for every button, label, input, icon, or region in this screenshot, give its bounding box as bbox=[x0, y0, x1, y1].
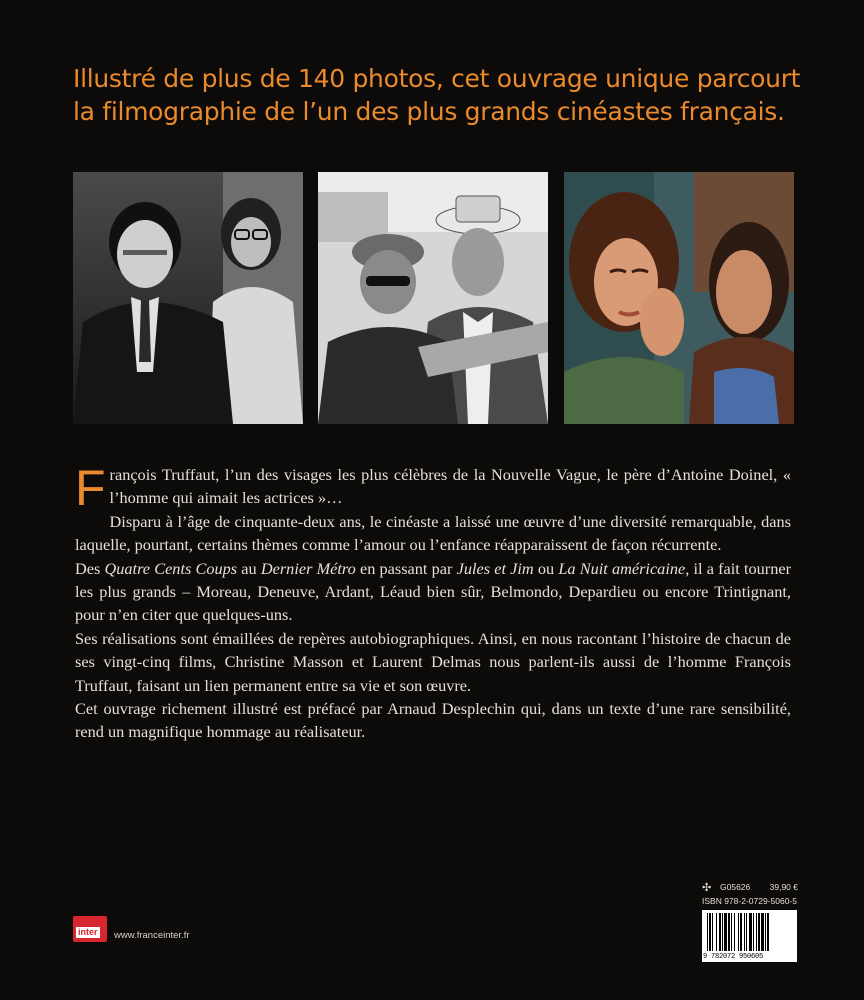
photo-film-set bbox=[318, 172, 548, 424]
film-title-nuit-americaine: La Nuit américaine bbox=[558, 558, 686, 578]
description bbox=[75, 460, 792, 744]
p3-text-4: ou bbox=[533, 558, 559, 578]
tagline-line-2: la filmographie de l’un des plus grands cinéastes français. bbox=[73, 97, 785, 126]
p3-text-2: au bbox=[237, 558, 261, 578]
film-title-quatre-cents-coups: Quatre Cents Coups bbox=[104, 558, 238, 578]
film-title-dernier-metro: Dernier Métro bbox=[260, 558, 356, 578]
barcode bbox=[702, 910, 797, 962]
product-code: G05626 bbox=[720, 882, 751, 892]
film-title-jules-et-jim: Jules et Jim bbox=[456, 558, 534, 578]
paragraph-1-text: rançois Truffaut, l’un des visages les plus célèbres de la Nouvelle Vague, le père d’Antoine Doinel, « l’homme qui aimait les actrices »… bbox=[109, 465, 791, 508]
barcode-block bbox=[702, 880, 798, 962]
paragraph-1 bbox=[75, 460, 791, 516]
barcode-bars bbox=[707, 913, 793, 951]
tagline-line-1: Illustré de plus de 140 photos, cet ouvrage unique parcourt bbox=[73, 64, 801, 93]
paragraph-4: Ses réalisations sont émaillées de repères autobiographiques. Ainsi, en nous racontant l’histoire de chacun de ses vingt-cinq films, Christine Masson et Laurent Delmas nous parlent-ils aussi de l’homme François Truffaut, faisant un lien permanent entre sa vie et son œuvre. bbox=[75, 628, 791, 695]
logo-text: inter bbox=[78, 927, 98, 937]
paragraph-3 bbox=[75, 557, 791, 627]
paragraph-2: Disparu à l’âge de cinquante-deux ans, le cinéaste a laissé une œuvre d’une diversité remarquable, dans laquelle, pourtant, certains thèmes comme l’amour ou l’enfance réapparaissent de façon récurrente. bbox=[75, 511, 791, 555]
product-code-row bbox=[702, 880, 798, 894]
publisher-logo-icon: ✣ bbox=[702, 881, 712, 894]
tagline bbox=[73, 62, 801, 128]
website-url: www.franceinter.fr bbox=[114, 930, 190, 941]
france-inter-logo bbox=[73, 916, 107, 942]
paragraph-5: Cet ouvrage richement illustré est préfacé par Arnaud Desplechin qui, dans un texte d’une rare sensibilité, rend un magnifique hommage au réalisateur. bbox=[75, 699, 791, 742]
p3-text-3: en passant par bbox=[355, 558, 457, 578]
barcode-digits: 9 782072 950605 bbox=[703, 953, 764, 961]
dropcap: F bbox=[75, 460, 106, 516]
isbn: ISBN 978-2-0729-5060-5 bbox=[702, 896, 797, 906]
photo-color-still bbox=[564, 172, 794, 424]
p3-text-1: Des bbox=[75, 558, 105, 578]
p3-text-5: , il a fait tourner les plus grands – Moreau, Deneuve, Ardant, Léaud bien sûr, Belmondo, Depardieu ou encore Trintignant, pour n’en citer que quelques-uns. bbox=[75, 558, 792, 625]
photo-truffaut-portrait bbox=[73, 172, 303, 424]
price: 39,90 € bbox=[769, 882, 798, 892]
